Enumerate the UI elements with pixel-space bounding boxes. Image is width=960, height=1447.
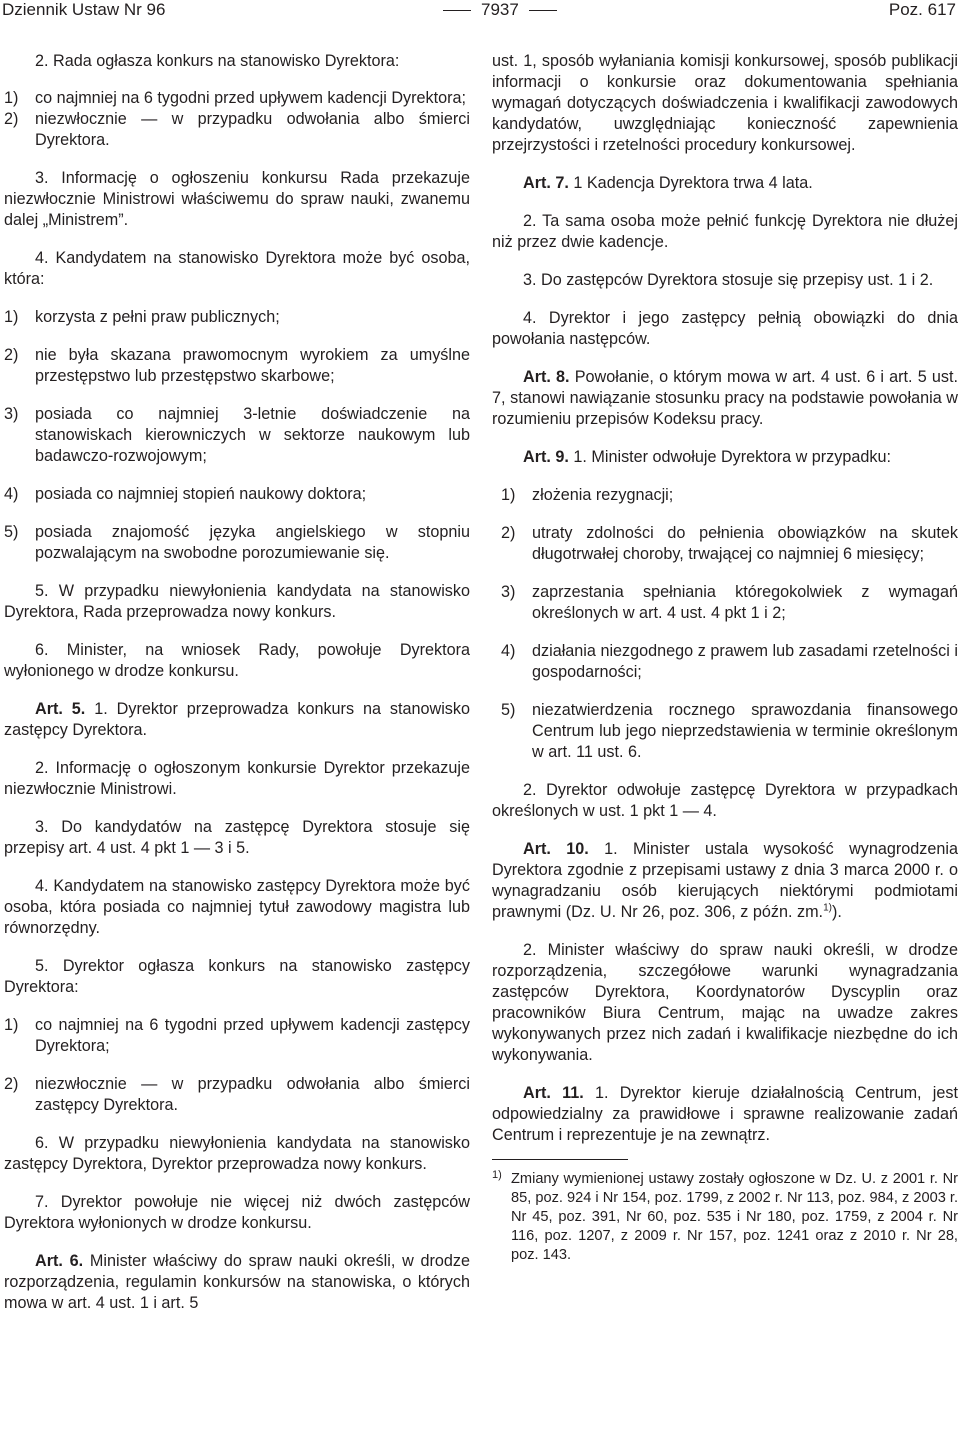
article-5-paragraph-1: [4, 699, 470, 741]
page-number: [433, 0, 567, 21]
list-number: 1): [4, 89, 19, 107]
list-text: korzysta z pełni praw publicznych;: [35, 308, 280, 326]
paragraph: 2. Informację o ogłoszonym konkursie Dyrektor przekazuje niezwłocznie Ministrowi.: [4, 759, 470, 798]
article-label: Art. 8.: [523, 368, 570, 386]
list-text: nie była skazana prawomocnym wyrokiem za umyślne przestępstwo lub przestępstwo skarbowe;: [35, 346, 470, 385]
list-number: 1): [4, 308, 19, 326]
article-text: 1. Minister ustala wysokość wynagrodzenia Dyrektora zgodnie z przepisami ustawy z dnia 3 marca 2000 r. o wynagradzaniu osób kierujących niektórymi podmiotami prawnymi (Dz. U. Nr 26, poz. 306, z późn. zm.: [492, 840, 958, 921]
list-item: [492, 523, 958, 565]
article-8-paragraph: [492, 367, 958, 430]
article-9-paragraph-1: [492, 447, 958, 468]
list-text: posiada co najmniej stopień naukowy doktora;: [35, 485, 367, 503]
article-text: 1 Kadencja Dyrektora trwa 4 lata.: [568, 174, 813, 192]
paragraph: 2. Rada ogłasza konkurs na stanowisko Dyrektora:: [35, 52, 400, 70]
list-item: [4, 404, 470, 467]
footnote-divider: [492, 1159, 628, 1160]
list-text: niezwłocznie — w przypadku odwołania albo śmierci Dyrektora.: [35, 110, 470, 149]
list-text: zaprzestania spełniania któregokolwiek z wymagań określonych w art. 4 ust. 4 pkt 1 i 2;: [532, 583, 958, 622]
article-text: Powołanie, o którym mowa w art. 4 ust. 6 i art. 5 ust. 7, stanowi nawiązanie stosunku pracy na podstawie powołania w rozumieniu przepisów Kodeksu pracy.: [492, 368, 958, 428]
list-item: [492, 700, 958, 763]
list-text: utraty zdolności do pełnienia obowiązków na skutek długotrwałej choroby, trwającej co najmniej 6 miesięcy;: [532, 524, 958, 563]
list-text: niezatwierdzenia rocznego sprawozdania finansowego Centrum lub jego nieprzedstawienia w terminie określonym w art. 11 ust. 6.: [532, 701, 958, 761]
article-text: 1. Minister odwołuje Dyrektora w przypadku:: [568, 448, 891, 466]
list-item: [4, 522, 470, 564]
list-text: niezwłocznie — w przypadku odwołania albo śmierci zastępcy Dyrektora.: [35, 1075, 470, 1114]
list-text: posiada znajomość języka angielskiego w stopniu pozwalającym na swobodne porozumiewanie się.: [35, 523, 470, 562]
journal-title: Dziennik Ustaw Nr 96: [2, 0, 166, 19]
dash-left: [443, 10, 471, 11]
paragraph: 6. Minister, na wniosek Rady, powołuje Dyrektora wyłonionego w drodze konkursu.: [4, 641, 470, 680]
paragraph: 3. Do kandydatów na zastępcę Dyrektora stosuje się przepisy art. 4 ust. 4 pkt 1 — 3 i 5.: [4, 818, 470, 857]
article-text: 1. Dyrektor kieruje działalnością Centrum, jest odpowiedzialny za prawidłowe i sprawne realizowanie zadań Centrum i reprezentuje je na zewnątrz.: [492, 1084, 958, 1144]
list-number: 2): [4, 1075, 19, 1093]
paragraph: 2. Minister właściwy do spraw nauki określi, w drodze rozporządzenia, szczegółowe warunki wynagradzania zastępców Dyrektora, Koordynatorów Dyscyplin oraz pracowników Biura Centrum, mając na uwadze zakres wykonywanych przez nich zadań i kwalifikacje niezbędne do ich wykonywania.: [492, 941, 958, 1064]
article-11-paragraph-1: [492, 1083, 958, 1146]
article-text: Minister właściwy do spraw nauki określi, w drodze rozporządzenia, regulamin konkursów na stanowiska, o których mowa w art. 4 ust. 1 i art. 5: [4, 1252, 470, 1312]
list-number: 3): [4, 405, 19, 423]
footnote-reference: 1): [823, 902, 832, 914]
list-number: 1): [4, 1016, 19, 1034]
list-item: [4, 345, 470, 387]
paragraph: 5. Dyrektor ogłasza konkurs na stanowisko zastępcy Dyrektora:: [4, 957, 470, 996]
article-label: Art. 11.: [523, 1084, 584, 1102]
list-text: co najmniej na 6 tygodni przed upływem kadencji Dyrektora;: [35, 89, 466, 107]
list-number: 1): [501, 486, 516, 504]
paragraph: 6. W przypadku niewyłonienia kandydata na stanowisko zastępcy Dyrektora, Dyrektor przeprowadza nowy konkurs.: [4, 1134, 470, 1173]
paragraph: 2. Ta sama osoba może pełnić funkcję Dyrektora nie dłużej niż przez dwie kadencje.: [492, 212, 958, 251]
article-label: Art. 5.: [35, 700, 86, 718]
list-text: co najmniej na 6 tygodni przed upływem kadencji zastępcy Dyrektora;: [35, 1016, 470, 1055]
left-column: [4, 51, 470, 1331]
position-number: Poz. 617: [888, 0, 956, 19]
paragraph: 3. Informację o ogłoszeniu konkursu Rada przekazuje niezwłocznie Ministrowi właściwemu do spraw nauki, zwanemu dalej „Ministrem”.: [4, 169, 470, 229]
article-label: Art. 10.: [523, 840, 589, 858]
paragraph: ust. 1, sposób wyłaniania komisji konkursowej, sposób publikacji informacji o konkursie oraz dokumentowania spełniania wymagań dotyczących doświadczenia i kwalifikacji zawodowych kandydatów, uwzględniając konieczność zapewnienia przejrzystości i rzetelności procedury konkursowej.: [492, 52, 958, 154]
article-label: Art. 6.: [35, 1252, 84, 1270]
list-number: 2): [501, 524, 516, 542]
list-item: [492, 485, 958, 506]
list-item: [492, 641, 958, 683]
list-number: 4): [4, 485, 19, 503]
list-item: [4, 88, 470, 109]
list-text: złożenia rezygnacji;: [532, 486, 674, 504]
right-column: [492, 51, 958, 1265]
dash-right: [529, 10, 557, 11]
list-number: 5): [501, 701, 516, 719]
list-text: działania niezgodnego z prawem lub zasadami rzetelności i gospodarności;: [532, 642, 958, 681]
article-text-end: ).: [831, 903, 842, 921]
page-header: [0, 0, 960, 22]
article-text: 1. Dyrektor przeprowadza konkurs na stanowisko zastępcy Dyrektora.: [4, 700, 470, 739]
footnote-mark: 1): [492, 1169, 502, 1181]
footnote: [492, 1166, 958, 1265]
list-item: [4, 307, 470, 328]
list-item: [4, 109, 470, 151]
article-7-paragraph-1: [492, 173, 958, 194]
article-10-paragraph-1: [492, 839, 958, 923]
article-6-paragraph: [4, 1251, 470, 1314]
article-label: Art. 7.: [523, 174, 569, 192]
list-item: [492, 582, 958, 624]
list-item: [4, 484, 470, 505]
paragraph: 4. Kandydatem na stanowisko zastępcy Dyrektora może być osoba, która posiada co najmniej tytuł zawodowy magistra lub równorzędny.: [4, 877, 470, 937]
paragraph: 2. Dyrektor odwołuje zastępcę Dyrektora w przypadkach określonych w ust. 1 pkt 1 — 4.: [492, 781, 958, 820]
footnote-text: Zmiany wymienionej ustawy zostały ogłoszone w Dz. U. z 2001 r. Nr 85, poz. 924 i Nr 154, poz. 1799, z 2002 r. Nr 113, poz. 984, z 2003 r. Nr 45, poz. 391, Nr 60, poz. 535 i Nr 180, poz. 1759, z 2004 r. Nr 116, poz. 1207, z 2009 r. Nr 157, poz. 1241 oraz z 2010 r. Nr 28, poz. 143.: [511, 1171, 958, 1263]
list-item: [4, 1074, 470, 1116]
paragraph: 4. Dyrektor i jego zastępcy pełnią obowiązki do dnia powołania następców.: [492, 309, 958, 348]
list-number: 4): [501, 642, 516, 660]
paragraph: 5. W przypadku niewyłonienia kandydata na stanowisko Dyrektora, Rada przeprowadza nowy konkurs.: [4, 582, 470, 621]
paragraph: 3. Do zastępców Dyrektora stosuje się przepisy ust. 1 i 2.: [523, 271, 934, 289]
list-number: 5): [4, 523, 19, 541]
article-label: Art. 9.: [523, 448, 569, 466]
list-item: [4, 1015, 470, 1057]
page-number-text: 7937: [481, 0, 519, 19]
list-number: 2): [4, 346, 19, 364]
list-number: 2): [4, 110, 19, 128]
list-number: 3): [501, 583, 516, 601]
paragraph: 4. Kandydatem na stanowisko Dyrektora może być osoba, która:: [4, 249, 470, 288]
paragraph: 7. Dyrektor powołuje nie więcej niż dwóch zastępców Dyrektora wyłonionych w drodze konkursu.: [4, 1193, 470, 1232]
list-text: posiada co najmniej 3-letnie doświadczenie na stanowiskach kierowniczych w sektorze naukowym lub badawczo-rozwojowym;: [35, 405, 470, 465]
